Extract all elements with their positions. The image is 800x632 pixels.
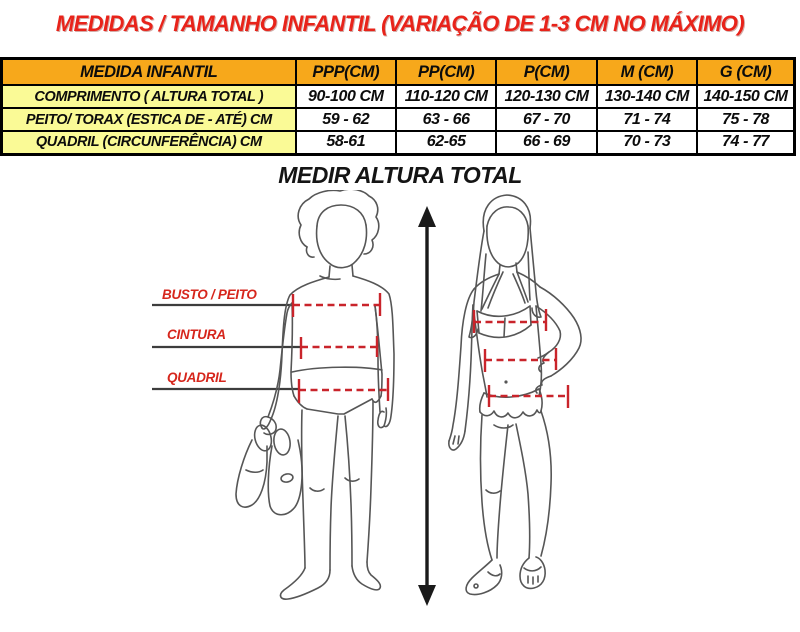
table-row [2, 131, 795, 154]
waist-label: CINTURA [167, 327, 226, 342]
girl-measurement-lines [474, 309, 568, 408]
value-cell: 130-140 CM [597, 85, 697, 108]
diagram-heading: MEDIR ALTURA TOTAL [278, 162, 522, 188]
flipper-strap [272, 428, 291, 456]
header-pp: PP(CM) [396, 59, 496, 86]
row-label-comprimento: COMPRIMENTO ( ALTURA TOTAL ) [2, 85, 296, 108]
row-label-quadril: QUADRIL (CIRCUNFERÊNCIA) CM [2, 131, 296, 154]
hip-label: QUADRIL [167, 370, 227, 385]
arrow-head-up [418, 206, 436, 227]
row-label-peito: PEITO/ TORAX (ESTICA DE - ATÉ) CM [2, 108, 296, 131]
height-arrow [418, 206, 436, 606]
table-row [2, 108, 795, 131]
value-cell: 90-100 CM [296, 85, 396, 108]
value-cell: 62-65 [396, 131, 496, 154]
value-cell: 120-130 CM [496, 85, 596, 108]
value-cell: 63 - 66 [396, 108, 496, 131]
header-m: M (CM) [597, 59, 697, 86]
flipper-strap [252, 423, 274, 452]
girl-figure-drawing [449, 195, 581, 595]
header-ppp: PPP(CM) [296, 59, 396, 86]
size-table [0, 57, 796, 156]
measurement-diagram [0, 190, 800, 632]
header-g: G (CM) [697, 59, 794, 86]
page-title: MEDIDAS / TAMANHO INFANTIL (VARIAÇÃO DE 1-3 CM NO MÁXIMO) [55, 11, 745, 36]
header-medida-infantil: MEDIDA INFANTIL [2, 59, 296, 86]
value-cell: 110-120 CM [396, 85, 496, 108]
flip-flop [466, 560, 502, 595]
value-cell: 140-150 CM [697, 85, 794, 108]
table-row [2, 85, 795, 108]
value-cell: 58-61 [296, 131, 396, 154]
bust-label: BUSTO / PEITO [162, 287, 257, 302]
header-p: P(CM) [496, 59, 596, 86]
value-cell: 67 - 70 [496, 108, 596, 131]
value-cell: 66 - 69 [496, 131, 596, 154]
boy-figure-drawing [236, 190, 394, 599]
value-cell: 74 - 77 [697, 131, 794, 154]
value-cell: 59 - 62 [296, 108, 396, 131]
table-header-row [2, 59, 795, 86]
flipper-blade [268, 440, 302, 515]
value-cell: 70 - 73 [597, 131, 697, 154]
arrow-head-down [418, 585, 436, 606]
value-cell: 71 - 74 [597, 108, 697, 131]
value-cell: 75 - 78 [697, 108, 794, 131]
